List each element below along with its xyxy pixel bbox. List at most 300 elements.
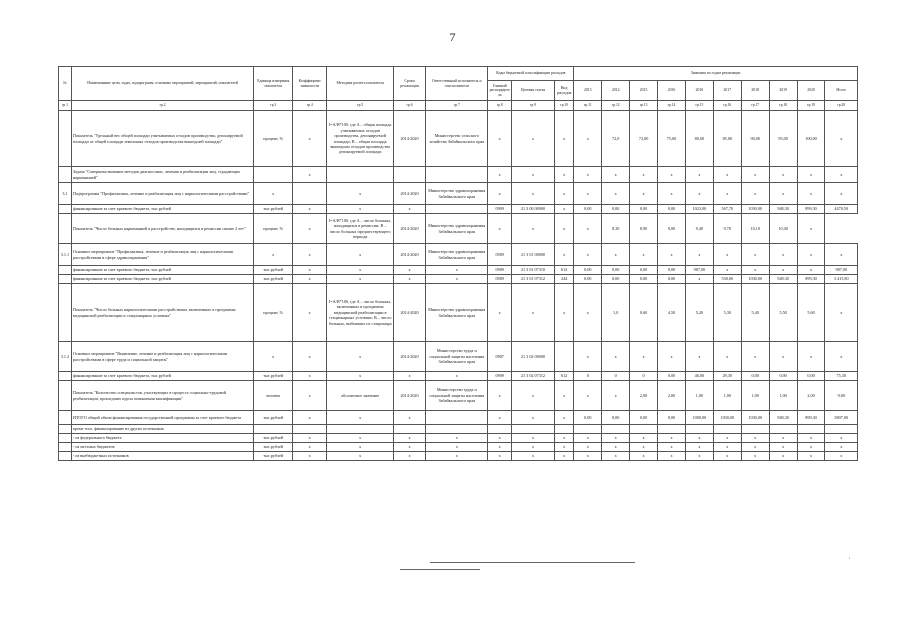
table-cell: человек xyxy=(254,381,293,411)
table-cell xyxy=(254,425,293,434)
table-cell: 21 3 01 07312 xyxy=(512,275,555,284)
table-cell: х xyxy=(327,411,394,425)
table-cell: х xyxy=(685,244,713,266)
table-cell: абсолютное значение xyxy=(327,381,394,411)
table-cell: х xyxy=(769,342,797,372)
col-header-budget-codes: Коды бюджетной классификации расходов xyxy=(488,67,574,81)
table-cell: Министерство труда и социальной защиты населения Забайкальского края xyxy=(426,342,488,372)
col-header-type: Вид расходов xyxy=(554,81,573,101)
table-cell: х xyxy=(825,443,858,452)
table-row xyxy=(59,266,858,275)
table-cell: х xyxy=(554,443,573,452)
table-cell xyxy=(59,266,72,275)
table-cell: 0,00 xyxy=(574,205,602,214)
row-title-cell: финансирование за счет краевого бюджета, тыс.рублей xyxy=(71,275,254,284)
table-cell: х xyxy=(293,411,327,425)
table-cell xyxy=(825,425,858,434)
col-header-article: Целевая статья xyxy=(512,81,555,101)
table-cell: х xyxy=(685,275,713,284)
table-cell: х xyxy=(554,111,573,167)
col-header-year: 2015 xyxy=(630,81,658,101)
table-cell: х xyxy=(512,452,555,461)
table-cell xyxy=(426,205,488,214)
table-cell: 1030,00 xyxy=(713,411,741,425)
col-header-year: 2017 xyxy=(713,81,741,101)
table-cell: 0909 xyxy=(488,372,512,381)
table-cell: 75,30 xyxy=(825,372,858,381)
table-cell: х xyxy=(797,342,825,372)
table-cell: 8,90 xyxy=(630,214,658,244)
table-cell: 0,00 xyxy=(630,411,658,425)
table-cell: 10,10 xyxy=(741,214,769,244)
table-cell: х xyxy=(488,443,512,452)
table-cell: Министерство здравоохранения Забайкальского края xyxy=(426,244,488,266)
table-cell: х xyxy=(554,205,573,214)
table-cell: х xyxy=(797,452,825,461)
table-cell: х xyxy=(630,434,658,443)
table-cell: х xyxy=(685,452,713,461)
row-title-cell: ИТОГО общий объем финансирования государственной программы за счет краевого бюджета xyxy=(71,411,254,425)
table-cell: 899,30 xyxy=(797,275,825,284)
row-title-cell: кроме того, финансирование из других источников xyxy=(71,425,254,434)
table-cell: 2014-2020 xyxy=(393,111,425,167)
table-cell: х xyxy=(797,244,825,266)
table-cell: процент, % xyxy=(254,111,293,167)
table-cell xyxy=(658,425,686,434)
table-cell: 948,30 xyxy=(769,205,797,214)
table-cell: х xyxy=(554,183,573,205)
table-cell: х xyxy=(741,452,769,461)
table-cell: х xyxy=(602,452,630,461)
table-cell: х xyxy=(327,205,394,214)
table-cell xyxy=(59,452,72,461)
table-cell: 0,00 xyxy=(658,205,686,214)
table-cell: х xyxy=(426,372,488,381)
row-title-cell: Основное мероприятие "Выявление, лечение и реабилитация лиц с наркологическими расстройствами в сфере труда и социальной защиты" xyxy=(71,342,254,372)
table-cell: х xyxy=(797,167,825,183)
row-title-cell: финансирование за счет краевого бюджета, тыс.рублей xyxy=(71,266,254,275)
program-table xyxy=(58,66,858,461)
table-cell: 1023,00 xyxy=(685,205,713,214)
table-cell: х xyxy=(769,266,797,275)
table-cell: 5,50 xyxy=(769,284,797,342)
table-cell: 72,00 xyxy=(630,111,658,167)
table-cell: х xyxy=(488,284,512,342)
table-cell: х xyxy=(630,244,658,266)
table-cell: х xyxy=(769,452,797,461)
table-cell: х xyxy=(512,284,555,342)
table-cell: 3.1.1 xyxy=(59,244,72,266)
table-cell: 0,00 xyxy=(797,372,825,381)
table-cell: 2014-2020 xyxy=(393,244,425,266)
table-cell: х xyxy=(254,183,293,205)
table-cell xyxy=(574,425,602,434)
table-cell: х xyxy=(574,167,602,183)
table-cell: х xyxy=(797,214,825,244)
table-cell: х xyxy=(327,342,394,372)
table-cell: 8,30 xyxy=(602,214,630,244)
table-cell: 21 3 02 00000 xyxy=(512,342,555,372)
table-cell: х xyxy=(602,167,630,183)
table-cell: х xyxy=(797,434,825,443)
table-cell: х xyxy=(554,244,573,266)
table-cell: х xyxy=(825,183,858,205)
column-number-cell: гр.3 xyxy=(254,101,293,111)
table-cell: 0,00 xyxy=(658,372,686,381)
table-cell: х xyxy=(554,411,573,425)
table-cell: 10,40 xyxy=(769,214,797,244)
table-row xyxy=(59,342,858,372)
table-cell: 1,00 xyxy=(685,381,713,411)
table-cell: 0,00 xyxy=(741,372,769,381)
table-cell xyxy=(630,425,658,434)
table-cell: х xyxy=(741,434,769,443)
table-cell: х xyxy=(713,266,741,275)
table-cell: х xyxy=(426,275,488,284)
table-cell xyxy=(602,425,630,434)
table-cell: 21 3 01 00000 xyxy=(512,244,555,266)
table-cell: 0,00 xyxy=(658,411,686,425)
table-cell: 0,00 xyxy=(602,205,630,214)
table-cell: 948,30 xyxy=(769,411,797,425)
table-cell: 0909 xyxy=(488,266,512,275)
table-cell: 5,30 xyxy=(713,284,741,342)
column-number-cell: гр.17 xyxy=(741,101,769,111)
table-cell: х xyxy=(327,275,394,284)
table-cell: х xyxy=(658,434,686,443)
table-cell: х xyxy=(554,381,573,411)
table-cell: х xyxy=(574,183,602,205)
table-cell: х xyxy=(426,452,488,461)
table-cell xyxy=(59,167,72,183)
col-header-method: Методика расчета показателя xyxy=(327,67,394,101)
table-cell: 0909 xyxy=(488,244,512,266)
table-cell xyxy=(254,167,293,183)
table-cell xyxy=(59,275,72,284)
table-cell: х xyxy=(293,443,327,452)
table-cell: 612 xyxy=(554,266,573,275)
table-cell: 612 xyxy=(554,372,573,381)
table-cell: 5,40 xyxy=(741,284,769,342)
table-cell: х xyxy=(574,381,602,411)
table-cell: х xyxy=(512,214,555,244)
table-cell: х xyxy=(658,452,686,461)
table-cell: х xyxy=(574,452,602,461)
table-cell: х xyxy=(602,342,630,372)
table-cell: 244 xyxy=(554,275,573,284)
table-cell: х xyxy=(602,183,630,205)
row-title-cell: Показатель "Количество специалистов, участвующих в процессе социально-трудовой реабилитации, прошедших курсы повышения квалификации" xyxy=(71,381,254,411)
table-row xyxy=(59,111,858,167)
column-number-cell: гр.2 xyxy=(71,101,254,111)
table-cell: х xyxy=(574,214,602,244)
table-cell: 5,60 xyxy=(797,284,825,342)
table-cell: х xyxy=(685,434,713,443)
table-cell xyxy=(512,425,555,434)
table-cell: х xyxy=(741,342,769,372)
table-cell: 2,00 xyxy=(797,381,825,411)
table-cell: х xyxy=(254,342,293,372)
column-number-cell: гр.11 xyxy=(574,101,602,111)
table-cell: х xyxy=(713,244,741,266)
table-cell: х xyxy=(293,205,327,214)
row-title-cell: - из федерального бюджета xyxy=(71,434,254,443)
column-number-row xyxy=(59,101,858,111)
table-cell: 1030,00 xyxy=(741,275,769,284)
table-cell: х xyxy=(426,266,488,275)
table-row xyxy=(59,425,858,434)
col-header-year: 2016 xyxy=(658,81,686,101)
table-cell: х xyxy=(293,167,327,183)
column-number-cell: гр.14 xyxy=(658,101,686,111)
table-cell: х xyxy=(685,167,713,183)
row-title-cell: Задача "Совершенствование методов диагностики, лечения и реабилитации лиц, страдающих наркоманией" xyxy=(71,167,254,183)
table-cell: 0,00 xyxy=(658,266,686,275)
table-cell: х xyxy=(658,443,686,452)
table-cell: х xyxy=(488,167,512,183)
table-cell xyxy=(393,425,425,434)
table-cell: 948,30 xyxy=(769,275,797,284)
column-number-cell: гр.9 xyxy=(512,101,555,111)
table-cell: х xyxy=(713,183,741,205)
table-cell: 90,00 xyxy=(741,111,769,167)
table-cell: 0,00 xyxy=(769,372,797,381)
table-cell: 2014-2020 xyxy=(393,183,425,205)
table-cell: 1030,00 xyxy=(741,411,769,425)
table-cell: х xyxy=(393,434,425,443)
table-cell: 72,0 xyxy=(602,111,630,167)
table-cell: х xyxy=(741,266,769,275)
table-cell: х xyxy=(554,214,573,244)
table-cell: 567,70 xyxy=(713,205,741,214)
header-row-1 xyxy=(59,67,858,81)
table-cell xyxy=(488,425,512,434)
table-cell: х xyxy=(741,443,769,452)
table-cell: I=A/B*100, где A – число больных, включенных в программы медицинской реабилитации в стационарных условиях; B – число больных, выбывших из стационара xyxy=(327,284,394,342)
table-cell: х xyxy=(797,183,825,205)
table-cell: х xyxy=(658,183,686,205)
table-cell: х xyxy=(327,183,394,205)
table-cell xyxy=(554,425,573,434)
column-number-cell: гр.12 xyxy=(602,101,630,111)
table-cell: 0909 xyxy=(488,205,512,214)
table-cell: х xyxy=(741,183,769,205)
table-cell: х xyxy=(293,214,327,244)
table-cell xyxy=(59,411,72,425)
table-cell: 9,70 xyxy=(713,214,741,244)
table-cell: х xyxy=(393,275,425,284)
table-cell: Министерство здравоохранения Забайкальского края xyxy=(426,214,488,244)
table-cell xyxy=(59,284,72,342)
table-cell: х xyxy=(554,167,573,183)
table-cell: 987,00 xyxy=(825,266,858,275)
col-header-coef: Коэффициент значимости xyxy=(293,67,327,101)
table-cell: 0,00 xyxy=(630,275,658,284)
table-cell: 29,30 xyxy=(713,372,741,381)
table-cell: х xyxy=(488,111,512,167)
table-row xyxy=(59,167,858,183)
table-cell: тыс.рублей xyxy=(254,452,293,461)
table-cell: 530,00 xyxy=(713,275,741,284)
table-cell: х xyxy=(658,244,686,266)
table-cell: х xyxy=(327,244,394,266)
table-cell: х xyxy=(293,284,327,342)
table-cell: 1030,00 xyxy=(741,205,769,214)
table-cell: х xyxy=(825,342,858,372)
table-cell: тыс.рублей xyxy=(254,411,293,425)
table-cell: х xyxy=(393,372,425,381)
table-row xyxy=(59,183,858,205)
table-cell xyxy=(393,167,425,183)
table-cell: х xyxy=(488,434,512,443)
table-cell: х xyxy=(554,284,573,342)
table-cell: 987,00 xyxy=(685,266,713,275)
table-cell: х xyxy=(574,284,602,342)
table-cell: х xyxy=(293,266,327,275)
table-cell: 1,0 xyxy=(602,284,630,342)
table-cell: х xyxy=(574,434,602,443)
table-cell: Министерство сельского хозяйства Забайкальского края xyxy=(426,111,488,167)
page-number: 7 xyxy=(449,30,456,44)
table-cell: х xyxy=(293,434,327,443)
table-cell: тыс.рублей xyxy=(254,372,293,381)
table-cell: х xyxy=(658,167,686,183)
table-cell: х xyxy=(574,111,602,167)
table-cell: х xyxy=(554,434,573,443)
table-cell: 0,00 xyxy=(630,205,658,214)
table-cell: 46,00 xyxy=(685,372,713,381)
column-number-cell: гр.18 xyxy=(769,101,797,111)
table-cell: 0909 xyxy=(488,275,512,284)
table-cell: тыс.рублей xyxy=(254,275,293,284)
table-cell xyxy=(685,425,713,434)
table-cell: х xyxy=(713,452,741,461)
col-header-gr: Главный распорядитель xyxy=(488,81,512,101)
table-cell: Министерство здравоохранения Забайкальского края xyxy=(426,183,488,205)
table-cell: х xyxy=(293,111,327,167)
row-title-cell: - из местных бюджетов xyxy=(71,443,254,452)
table-cell: х xyxy=(393,266,425,275)
col-header-year: 2016 xyxy=(685,81,713,101)
table-cell: 0 xyxy=(630,372,658,381)
table-cell: процент, % xyxy=(254,284,293,342)
table-cell: х xyxy=(741,167,769,183)
table-cell: х xyxy=(685,443,713,452)
table-cell: 5807,00 xyxy=(825,411,858,425)
table-cell: 4,50 xyxy=(658,284,686,342)
table-cell: 3.1 xyxy=(59,183,72,205)
table-cell xyxy=(327,167,394,183)
table-cell: х xyxy=(769,434,797,443)
table-cell: 3.1.2 xyxy=(59,342,72,372)
column-number-cell: гр.4 xyxy=(293,101,327,111)
table-cell: х xyxy=(713,434,741,443)
table-cell: 4470,50 xyxy=(825,205,858,214)
table-cell: 0,00 xyxy=(574,266,602,275)
table-cell xyxy=(59,372,72,381)
table-cell: 1,00 xyxy=(713,381,741,411)
table-cell: 0,00 xyxy=(574,275,602,284)
table-cell: х xyxy=(293,452,327,461)
signature-line xyxy=(430,562,635,563)
table-cell: х xyxy=(769,443,797,452)
col-header-name: Наименование цели, задач, подпрограмм, основных мероприятий, мероприятий, показателей xyxy=(71,67,254,101)
table-cell: тыс.рублей xyxy=(254,443,293,452)
table-cell xyxy=(59,443,72,452)
table-cell: х xyxy=(825,452,858,461)
table-cell: 3 415,80 xyxy=(825,275,858,284)
table-cell: х xyxy=(574,342,602,372)
table-cell: х xyxy=(769,244,797,266)
table-row xyxy=(59,284,858,342)
table-cell: 2014-2020 xyxy=(393,342,425,372)
col-header-year: 2018 xyxy=(741,81,769,101)
table-cell: х xyxy=(630,452,658,461)
table-cell: х xyxy=(293,244,327,266)
col-header-year: 2020 xyxy=(797,81,825,101)
table-cell: 75,00 xyxy=(658,111,686,167)
table-cell: х xyxy=(512,381,555,411)
table-cell: х xyxy=(293,275,327,284)
table-cell xyxy=(769,425,797,434)
table-cell: х xyxy=(797,266,825,275)
table-cell: х xyxy=(769,167,797,183)
table-row xyxy=(59,452,858,461)
table-cell: 9,00 xyxy=(825,381,858,411)
table-cell xyxy=(59,205,72,214)
table-cell: 0,00 xyxy=(630,266,658,275)
table-cell xyxy=(59,381,72,411)
table-cell: 100,00 xyxy=(797,111,825,167)
table-cell: х xyxy=(825,111,858,167)
table-cell: х xyxy=(393,411,425,425)
table-cell: х xyxy=(512,411,555,425)
table-cell: 1000,00 xyxy=(685,411,713,425)
table-row xyxy=(59,434,858,443)
table-row xyxy=(59,443,858,452)
table-cell xyxy=(426,425,488,434)
table-cell: х xyxy=(393,452,425,461)
table-row xyxy=(59,244,858,266)
table-cell: 9,00 xyxy=(658,214,686,244)
table-row xyxy=(59,411,858,425)
table-cell: х xyxy=(327,266,394,275)
table-cell: х xyxy=(685,183,713,205)
table-cell: х xyxy=(327,434,394,443)
table-cell: 5,20 xyxy=(685,284,713,342)
table-cell: х xyxy=(769,183,797,205)
table-cell: х xyxy=(488,214,512,244)
table-cell: 2,00 xyxy=(658,381,686,411)
table-cell: 899,30 xyxy=(797,411,825,425)
column-number-cell: гр.13 xyxy=(630,101,658,111)
column-number-cell: гр.1 xyxy=(59,101,72,111)
row-title-cell: - из внебюджетных источников xyxy=(71,452,254,461)
table-cell: 80,00 xyxy=(685,111,713,167)
column-number-cell: гр.15 xyxy=(685,101,713,111)
column-number-cell: гр.5 xyxy=(327,101,394,111)
table-cell: 21 3 01 07310 xyxy=(512,266,555,275)
row-title-cell: финансирование за счет краевого бюджета, тыс.рублей xyxy=(71,205,254,214)
table-cell xyxy=(426,167,488,183)
table-cell: х xyxy=(602,434,630,443)
table-cell xyxy=(741,425,769,434)
table-cell: 899,30 xyxy=(797,205,825,214)
table-cell xyxy=(426,411,488,425)
table-cell: х xyxy=(426,443,488,452)
table-cell: 85,00 xyxy=(713,111,741,167)
table-cell xyxy=(59,434,72,443)
